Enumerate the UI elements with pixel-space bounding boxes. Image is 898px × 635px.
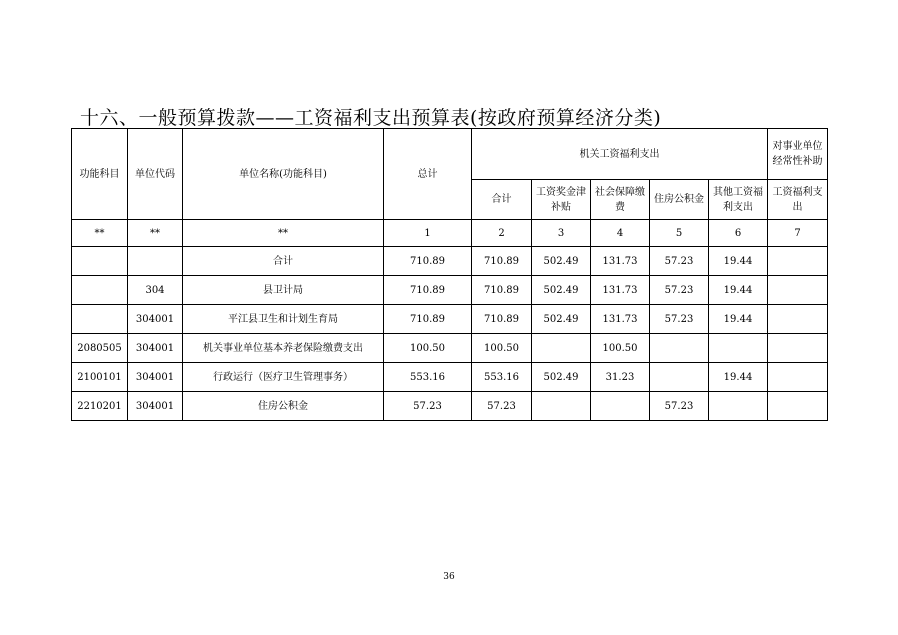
table-row [72, 334, 828, 363]
cell-total: 100.50 [384, 334, 472, 363]
cell-subsidy [768, 334, 828, 363]
cell-unit-name: 住房公积金 [183, 392, 384, 421]
cell-wage-bonus: 502.49 [532, 247, 591, 276]
cell-wage-bonus: 502.49 [532, 276, 591, 305]
cell-func-subject [72, 276, 128, 305]
header-group-wage: 机关工资福利支出 [472, 129, 768, 180]
index-cell: 1 [384, 220, 472, 247]
cell-subsidy [768, 276, 828, 305]
table-row [72, 392, 828, 421]
cell-sub-total: 100.50 [472, 334, 532, 363]
cell-sub-total: 553.16 [472, 363, 532, 392]
cell-unit-code: 304001 [128, 363, 183, 392]
header-wage-bonus: 工资奖金津补贴 [532, 180, 591, 220]
cell-total: 710.89 [384, 276, 472, 305]
cell-unit-code [128, 247, 183, 276]
cell-unit-name: 行政运行（医疗卫生管理事务） [183, 363, 384, 392]
cell-total: 710.89 [384, 247, 472, 276]
cell-total: 553.16 [384, 363, 472, 392]
header-housing-fund: 住房公积金 [650, 180, 709, 220]
cell-social-security: 131.73 [591, 276, 650, 305]
cell-unit-name: 机关事业单位基本养老保险缴费支出 [183, 334, 384, 363]
index-cell: 4 [591, 220, 650, 247]
header-social-security: 社会保障缴费 [591, 180, 650, 220]
index-row [72, 220, 828, 247]
table-row [72, 276, 828, 305]
cell-wage-bonus: 502.49 [532, 363, 591, 392]
cell-social-security: 131.73 [591, 247, 650, 276]
cell-unit-name: 县卫计局 [183, 276, 384, 305]
cell-unit-code: 304001 [128, 305, 183, 334]
header-total: 总计 [384, 129, 472, 220]
cell-housing-fund [650, 334, 709, 363]
index-cell: 7 [768, 220, 828, 247]
cell-unit-name: 合计 [183, 247, 384, 276]
table-row [72, 247, 828, 276]
budget-table [71, 128, 828, 421]
cell-wage-bonus [532, 392, 591, 421]
cell-unit-code: 304001 [128, 334, 183, 363]
cell-unit-code: 304 [128, 276, 183, 305]
cell-func-subject: 2210201 [72, 392, 128, 421]
header-sub-total: 合计 [472, 180, 532, 220]
cell-wage-bonus [532, 334, 591, 363]
index-cell: 2 [472, 220, 532, 247]
cell-housing-fund: 57.23 [650, 305, 709, 334]
cell-unit-name: 平江县卫生和计划生育局 [183, 305, 384, 334]
cell-other-wage [709, 334, 768, 363]
cell-sub-total: 710.89 [472, 305, 532, 334]
cell-total: 710.89 [384, 305, 472, 334]
cell-other-wage [709, 392, 768, 421]
cell-wage-bonus: 502.49 [532, 305, 591, 334]
table-row [72, 363, 828, 392]
header-subsidy-wage: 工资福利支出 [768, 180, 828, 220]
cell-total: 57.23 [384, 392, 472, 421]
page-title: 十六、一般预算拨款——工资福利支出预算表(按政府预算经济分类) [80, 107, 662, 129]
page-number: 36 [443, 572, 455, 582]
cell-other-wage: 19.44 [709, 305, 768, 334]
cell-subsidy [768, 305, 828, 334]
index-cell: 5 [650, 220, 709, 247]
header-row-1 [72, 129, 828, 180]
cell-housing-fund [650, 363, 709, 392]
cell-sub-total: 710.89 [472, 276, 532, 305]
cell-subsidy [768, 392, 828, 421]
cell-func-subject: 2100101 [72, 363, 128, 392]
index-cell: ** [183, 220, 384, 247]
index-cell: ** [128, 220, 183, 247]
index-cell: 6 [709, 220, 768, 247]
cell-unit-code: 304001 [128, 392, 183, 421]
cell-social-security: 31.23 [591, 363, 650, 392]
cell-housing-fund: 57.23 [650, 276, 709, 305]
cell-other-wage: 19.44 [709, 363, 768, 392]
header-group-subsidy: 对事业单位经常性补助 [768, 129, 828, 180]
cell-sub-total: 57.23 [472, 392, 532, 421]
cell-social-security [591, 392, 650, 421]
cell-other-wage: 19.44 [709, 247, 768, 276]
header-other-wage: 其他工资福利支出 [709, 180, 768, 220]
cell-subsidy [768, 247, 828, 276]
cell-subsidy [768, 363, 828, 392]
cell-social-security: 100.50 [591, 334, 650, 363]
cell-social-security: 131.73 [591, 305, 650, 334]
index-cell: ** [72, 220, 128, 247]
cell-func-subject: 2080505 [72, 334, 128, 363]
cell-housing-fund: 57.23 [650, 392, 709, 421]
index-cell: 3 [532, 220, 591, 247]
table-row [72, 305, 828, 334]
header-unit-name: 单位名称(功能科目) [183, 129, 384, 220]
cell-func-subject [72, 305, 128, 334]
cell-housing-fund: 57.23 [650, 247, 709, 276]
header-unit-code: 单位代码 [128, 129, 183, 220]
header-func-subject: 功能科目 [72, 129, 128, 220]
cell-sub-total: 710.89 [472, 247, 532, 276]
cell-func-subject [72, 247, 128, 276]
cell-other-wage: 19.44 [709, 276, 768, 305]
